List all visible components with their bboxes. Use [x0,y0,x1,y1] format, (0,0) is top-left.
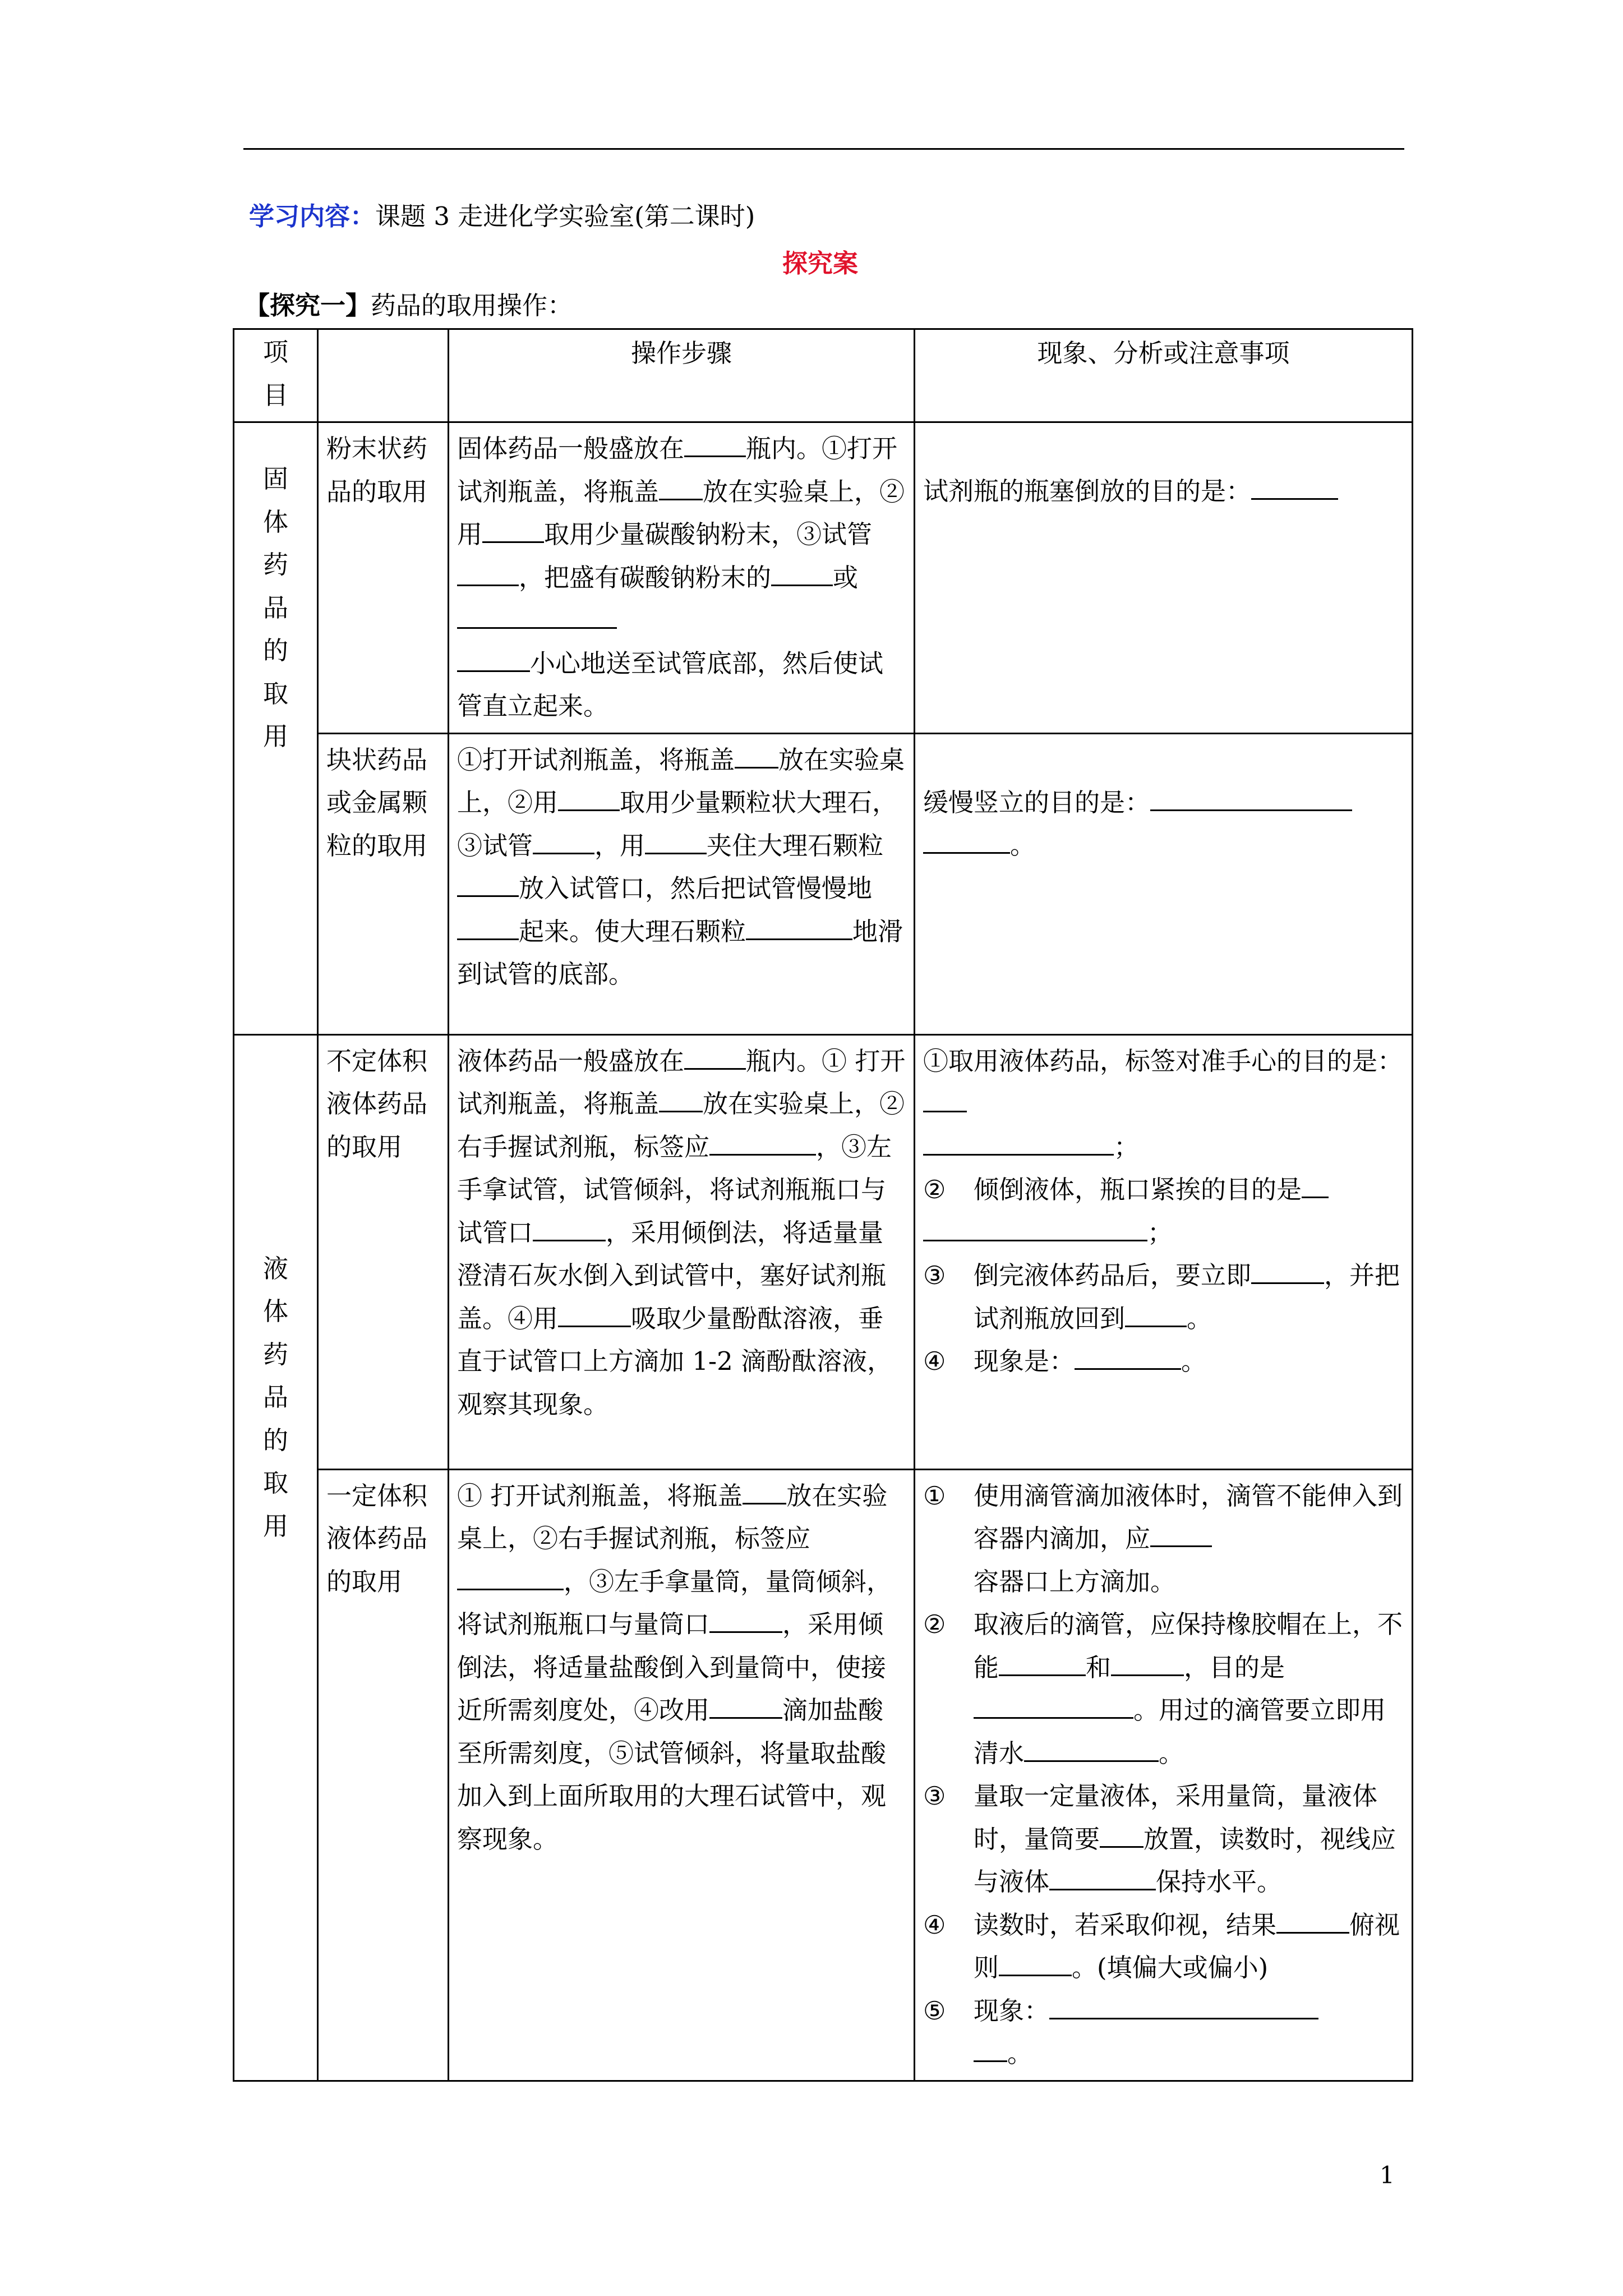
notes-block [915,733,1413,1034]
note-text: 使用滴管滴加液体时，滴管不能伸入到容器内滴加，应 [974,1480,1403,1553]
category-char: 用 [262,1511,288,1541]
step-text: 或 [833,562,859,592]
note-text: 量取一定量液体，采用量筒，量液体时，量筒要 [974,1781,1378,1854]
note-text: ； [1147,1217,1173,1248]
subcategory-powder: 粉末状药品的取用 [318,422,449,734]
list-item [923,1603,1404,1775]
list-number: ④ [923,1910,946,1940]
list-item [923,1340,1404,1383]
section-bracket: 【探究一】 [245,291,371,320]
fill-blank [1150,785,1352,811]
notes-indefinite [915,1034,1413,1469]
step-text: ①打开试剂瓶盖，将瓶盖 [457,434,898,507]
list-item [923,1254,1404,1340]
list-number: ③ [923,1781,946,1811]
note-text: 试剂瓶的瓶塞倒放的目的是： [923,476,1252,506]
header-steps: 操作步骤 [449,329,915,422]
category-char: 体 [262,1296,288,1326]
fill-blank [533,828,594,854]
table-row-block [234,733,1413,1034]
fill-blank [1100,1821,1144,1848]
fill-blank [974,1692,1133,1719]
step-text: 瓶内。 [746,1046,822,1076]
step-text: 滴加盐酸至所需刻度，⑤试管倾斜，将量取盐酸加入到上面所取用的大理石试管中，观察现象。 [457,1695,887,1854]
fill-blank [558,785,620,811]
lesson-text: 课题 3 走进化学实验室(第二课时) [375,201,755,231]
category-char: 用 [262,721,288,751]
step-text: 放在实验桌上，②右手握试剂瓶，标签应 [457,1480,888,1553]
step-text: ① 打开试剂瓶盖，将瓶盖 [457,1046,906,1119]
list-item [923,1475,1404,1604]
header-item-char: 目 [262,380,288,410]
fill-blank [457,914,519,940]
note-text: 缓慢竖立的目的是： [923,787,1151,817]
fill-blank [457,646,530,672]
fill-blank [1150,1521,1212,1547]
operations-table [233,328,1413,2082]
list-number: ① [923,1480,946,1511]
fill-blank [709,1692,782,1719]
step-text: 起来。使大理石颗粒 [519,916,746,946]
page-number: 1 [1380,2161,1395,2189]
fill-blank [1111,1650,1184,1676]
fill-blank [1024,1736,1159,1762]
category-char: 药 [262,1339,288,1369]
step-text: 液体药品一般盛放在 [457,1046,685,1076]
steps-powder [449,422,915,734]
table-row-powder [234,422,1413,734]
fill-blank [974,2036,1007,2062]
category-solid [234,422,318,1035]
note-text: 现象是： [974,1346,1075,1376]
step-text: ，③左手拿试管，试管倾斜，将试剂瓶瓶口与试管口 [457,1131,892,1248]
note-text: ①取用液体药品，标签对准手心的目的是： [923,1046,1403,1076]
fill-blank [746,914,852,940]
fill-blank [709,1129,816,1156]
step-text: 地滑到试管的底部。 [457,916,903,989]
step-text: 固体药品一般盛放在 [457,434,685,463]
subcategory-indefinite: 不定体积液体药品的取用 [318,1034,449,1469]
lesson-label: 学习内容： [249,201,376,231]
note-text: 倾倒液体，瓶口紧挨的目的是 [974,1175,1302,1204]
fill-blank [743,1478,786,1504]
category-char: 品 [262,592,288,623]
table-header-row [234,329,1413,422]
note-text: 。 [1159,1738,1184,1768]
section-heading [245,289,573,323]
step-text: ，采用倾倒法，将适量量澄清石灰水倒入到试管中，塞好试剂瓶盖。④用 [457,1217,887,1333]
steps-block [449,733,915,1034]
note-text: 容器口上方滴加。 [974,1566,1176,1596]
category-char: 体 [262,507,288,537]
header-item-char: 项 [262,337,288,367]
category-char: 的 [262,1425,288,1455]
fill-blank [1125,1301,1187,1327]
note-text: ，目的是 [1184,1652,1285,1682]
note-text: ，并把试剂瓶放回到 [974,1260,1400,1333]
subcategory-definite: 一定体积液体药品的取用 [318,1469,449,2081]
step-text: 吸取少量酚酞溶液，垂直于试管口上方滴加 1-2 滴酚酞溶液，观察其现象。 [457,1303,893,1419]
fill-blank [923,1129,1114,1156]
category-char: 的 [262,636,288,665]
fill-blank [457,602,617,629]
step-text: 放在实验桌上，②右手握试剂瓶，标签应 [457,1089,905,1162]
note-text: 。用过的滴管要立即用清水 [974,1695,1386,1768]
list-item [923,1904,1404,1990]
note-text: 。 [1007,2039,1033,2068]
header-rule [243,148,1404,150]
fill-blank [659,1086,703,1112]
fill-blank [558,1301,631,1327]
category-char: 取 [262,1468,288,1498]
step-text: 放在实验桌上，②用 [457,476,905,549]
header-blank [318,329,449,422]
fill-blank [1049,1993,1318,2019]
list-number: ④ [923,1346,946,1376]
header-notes: 现象、分析或注意事项 [915,329,1413,422]
note-text: ； [1114,1131,1140,1162]
note-text: 倒完液体药品后，要立即 [974,1260,1252,1290]
note-text: 。 [1181,1346,1207,1376]
fill-blank [457,871,519,897]
category-liquid [234,1034,318,2081]
notes-powder [915,422,1413,734]
fill-blank [735,742,778,769]
header-item [234,329,318,422]
note-text: 。(填偏大或偏小) [1072,1953,1269,1982]
note-text: 。 [1187,1303,1212,1333]
fill-blank [659,474,703,500]
step-text: 取用少量碳酸钠粉末，③试管 [544,519,873,549]
category-char: 固 [262,464,288,494]
step-text: ①打开试剂瓶盖，将瓶盖 [457,744,735,775]
fill-blank [923,827,1010,854]
step-text: 放在实验桌上，②用 [457,744,905,817]
fill-blank [684,1043,746,1070]
step-text: 取用少量颗粒状大理石，③试管 [457,788,898,861]
step-text: 夹住大理石颗粒 [707,830,884,861]
category-char: 取 [262,678,288,708]
step-text: ，用 [594,830,645,861]
step-text: 放入试管口，然后把试管慢慢地 [519,873,873,903]
notes-definite [915,1469,1413,2081]
fill-blank [684,431,746,457]
fill-blank [999,1650,1086,1676]
list-item [923,1775,1404,1904]
fill-blank [1075,1343,1181,1370]
note-text: 。 [1010,830,1036,860]
list-item [923,1168,1404,1212]
step-text: 小心地送至试管底部，然后使试管直立起来。 [457,648,884,721]
page-title: 探究案 [782,249,859,278]
list-item [923,1990,1404,2076]
fill-blank [923,1086,967,1112]
step-text: ① 打开试剂瓶盖，将瓶盖 [457,1480,743,1511]
note-text: 读数时，若采取仰视，结果 [974,1910,1277,1940]
step-text: ，把盛有碳酸钠粉末的 [519,562,772,592]
list-number: ② [923,1609,946,1639]
fill-blank [645,828,707,854]
list-number: ③ [923,1260,946,1290]
step-text: 瓶内。 [746,434,822,463]
fill-blank [1302,1172,1329,1198]
note-text: 现象： [974,1995,1050,2026]
steps-indefinite [449,1034,915,1469]
fill-blank [923,1215,1147,1241]
note-text: 和 [1086,1652,1112,1682]
note-text: 放置，读数时，视线应与液体 [974,1824,1396,1897]
step-text: ，采用倾倒法，将适量盐酸倒入到量筒中，使接近所需刻度处，④改用 [457,1609,887,1725]
fill-blank [1276,1907,1349,1934]
fill-blank [457,1564,564,1590]
fill-blank [771,560,833,586]
fill-blank [999,1950,1072,1976]
table-row-indefinite [234,1034,1413,1469]
step-text: ，③左手拿量筒，量筒倾斜，将试剂瓶瓶口与量筒口 [457,1566,892,1639]
list-number: ② [923,1175,946,1204]
fill-blank [457,560,519,586]
fill-blank [533,1215,606,1241]
subcategory-block: 块状药品或金属颗粒的取用 [318,733,449,1034]
category-char: 品 [262,1382,288,1412]
category-char: 液 [262,1253,288,1283]
lesson-line [249,200,755,233]
note-text: 俯视则 [974,1910,1400,1982]
note-text: 取液后的滴管，应保持橡胶帽在上，不能 [974,1609,1403,1682]
table-row-definite [234,1469,1413,2081]
section-text: 药品的取用操作： [371,291,573,320]
fill-blank [1049,1864,1156,1890]
fill-blank [709,1607,782,1633]
fill-blank [482,517,544,543]
list-number: ⑤ [923,1995,946,2026]
fill-blank [1251,473,1338,500]
category-char: 药 [262,550,288,579]
note-text: 保持水平。 [1156,1867,1283,1897]
fill-blank [1251,1258,1324,1284]
steps-definite [449,1469,915,2081]
